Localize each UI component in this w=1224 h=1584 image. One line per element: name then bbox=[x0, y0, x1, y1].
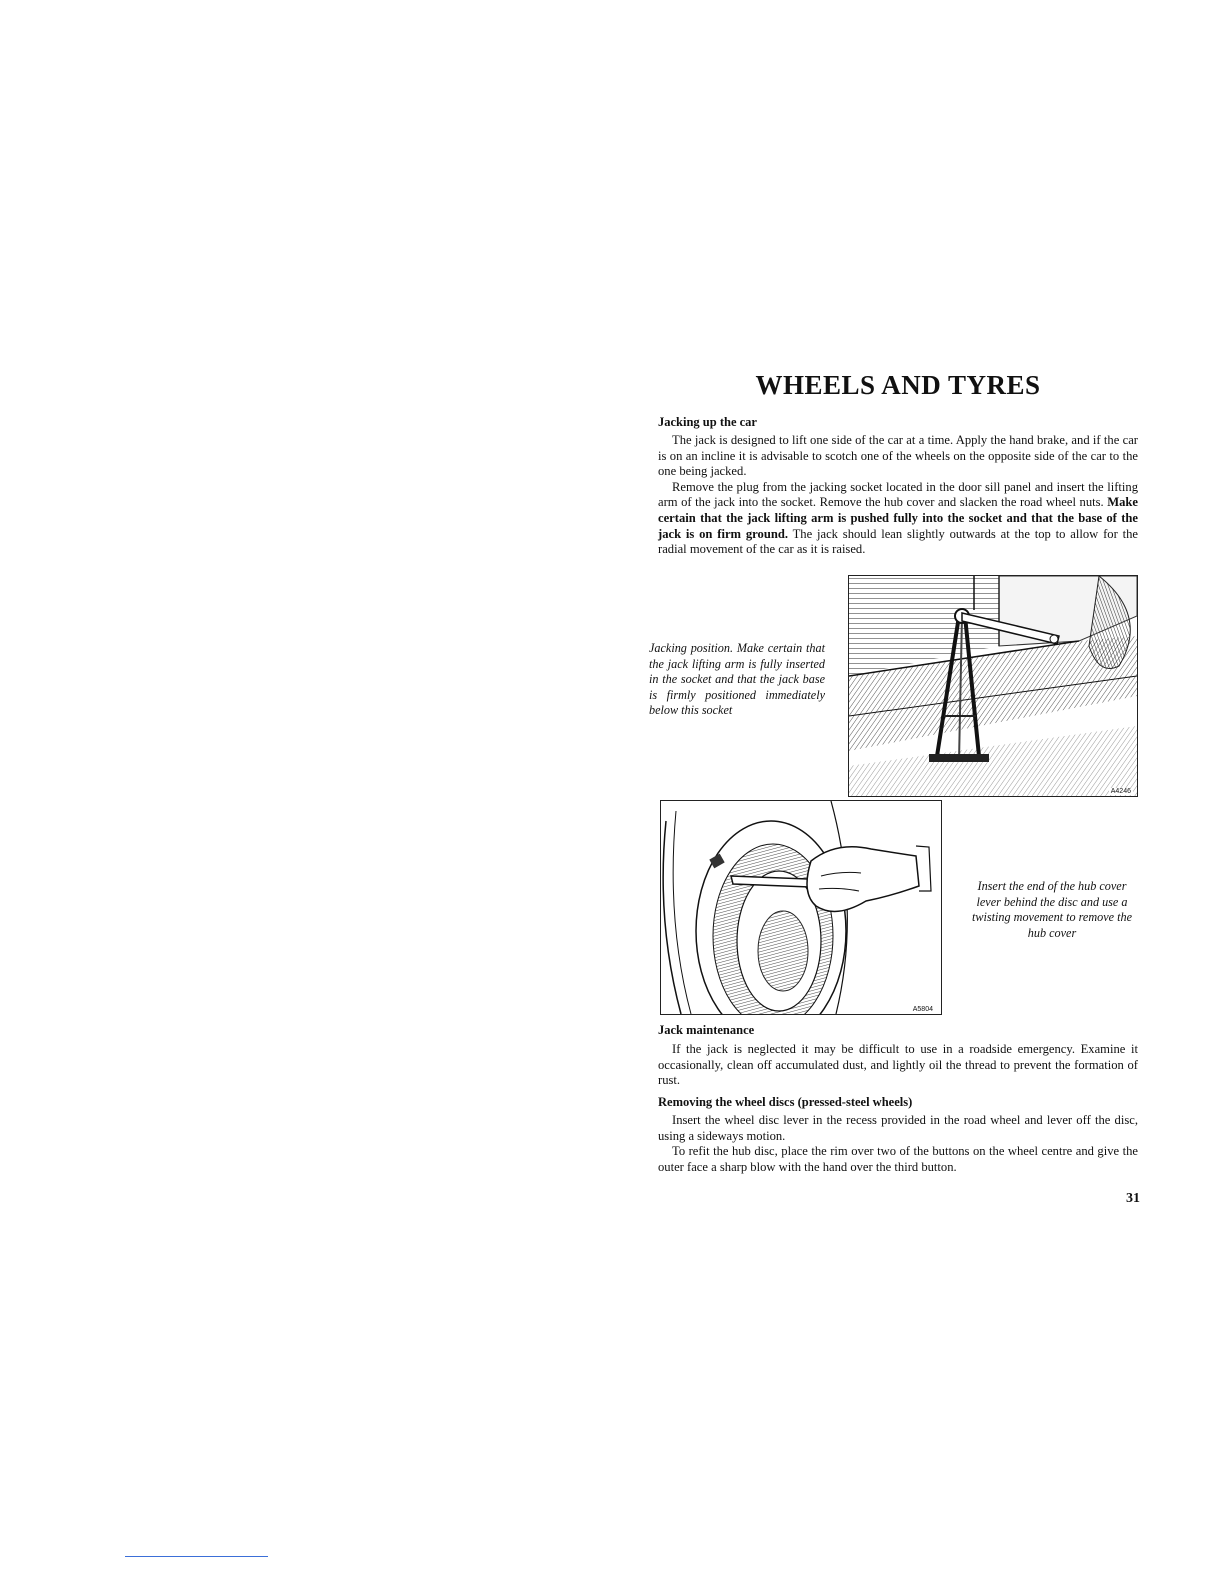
jacking-text bbox=[658, 433, 1138, 558]
jack-figure-code: A4246 bbox=[1110, 788, 1131, 795]
jack-figure-caption: Jacking position. Make certain that the jack lifting arm is fully inserted in the socket and that the jack base is firmly positioned immediately below this socket bbox=[649, 641, 825, 718]
maintenance-text bbox=[658, 1042, 1138, 1089]
jack-drawing bbox=[849, 576, 1137, 796]
jacking-warning: Make certain that the jack lifting arm is pushed fully into the socket and that the base of the jack is on firm ground. bbox=[658, 495, 1138, 541]
hub-cover-drawing bbox=[661, 801, 941, 1014]
maintenance-paragraph: If the jack is neglected it may be difficult to use in a roadside emergency. Examine it occasionally, clean off accumulated dust, and lightly oil the thread to prevent the formation of rust. bbox=[658, 1042, 1138, 1088]
wheel-discs-paragraph-1: Insert the wheel disc lever in the recess provided in the road wheel and lever off the disc, using a sideways motion. bbox=[658, 1113, 1138, 1143]
hub-figure-code: A5804 bbox=[912, 1006, 933, 1013]
wheel-discs-text bbox=[658, 1113, 1138, 1175]
page-title: WHEELS AND TYRES bbox=[755, 370, 1041, 400]
wheel-discs-paragraph-2: To refit the hub disc, place the rim over two of the buttons on the wheel centre and give the outer face a sharp blow with the hand over the third button. bbox=[658, 1144, 1138, 1174]
hub-figure-caption: Insert the end of the hub cover lever behind the disc and use a twisting movement to remove the hub cover bbox=[972, 879, 1132, 940]
section-heading-wheel-discs: Removing the wheel discs (pressed-steel wheels) bbox=[658, 1095, 913, 1109]
footnote-rule bbox=[125, 1556, 268, 1557]
jacking-paragraph-2-end: The jack should lean slightly outwards at the top to allow for the radial movement of the car as it is raised. bbox=[658, 526, 1138, 557]
page-number: 31 bbox=[1126, 1191, 1140, 1206]
jacking-paragraph-2 bbox=[658, 480, 1138, 558]
section-heading-jacking: Jacking up the car bbox=[658, 415, 757, 429]
section-heading-jack-maintenance: Jack maintenance bbox=[658, 1023, 755, 1037]
hub-cover-illustration bbox=[660, 800, 942, 1015]
jack-illustration bbox=[848, 575, 1138, 797]
jacking-paragraph-1: The jack is designed to lift one side of the car at a time. Apply the hand brake, and if the car is on an incline it is advisable to scotch one of the wheels on the opposite side of the car to the one being jacked. bbox=[658, 433, 1138, 479]
jacking-paragraph-2-start: Remove the plug from the jacking socket located in the door sill panel and insert the lifting arm of the jack into the socket. Remove the hub cover and slacken the road wheel nuts. bbox=[658, 479, 1138, 510]
